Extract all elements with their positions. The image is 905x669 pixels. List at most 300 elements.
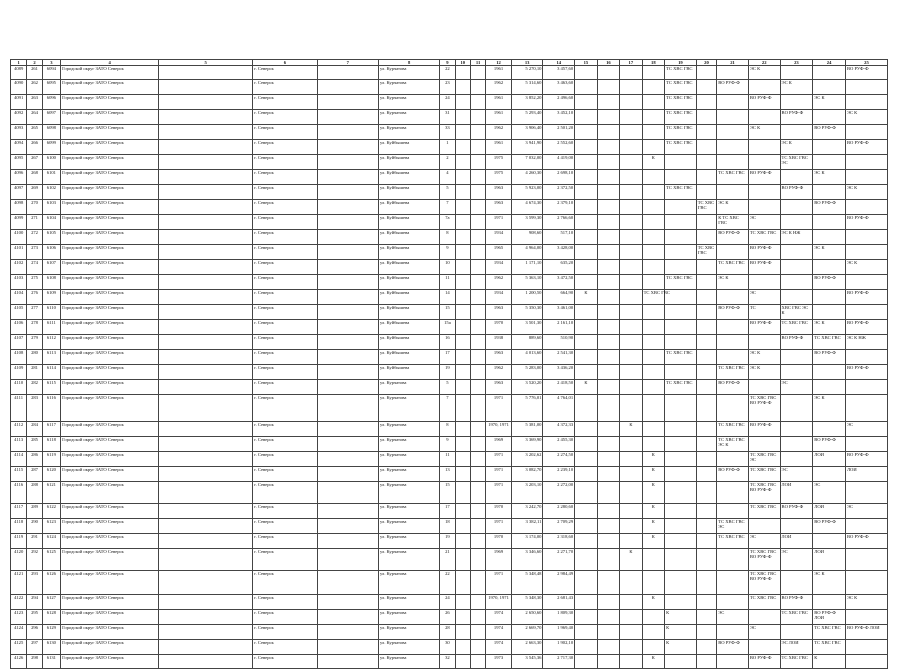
table-cell bbox=[575, 452, 597, 467]
table-cell: Городской округ ЗАТО Северск bbox=[61, 625, 159, 640]
table-cell: г. Северск bbox=[253, 215, 317, 230]
table-cell: 275 bbox=[27, 275, 42, 290]
table-cell bbox=[317, 467, 378, 482]
table-cell: 16 bbox=[440, 335, 455, 350]
table-row bbox=[11, 155, 888, 170]
table-cell: ТС ХВС ГВС bbox=[717, 365, 749, 380]
column-number: 5 bbox=[159, 60, 253, 66]
table-cell: 4122 bbox=[11, 595, 27, 610]
table-cell: К bbox=[665, 625, 697, 640]
table-cell bbox=[575, 245, 597, 260]
table-cell bbox=[696, 595, 716, 610]
table-cell bbox=[748, 110, 780, 125]
table-cell bbox=[597, 467, 619, 482]
table-cell: ВО РУФ-Ф bbox=[813, 125, 846, 140]
table-cell: ул. Курчатова bbox=[378, 534, 439, 549]
table-cell bbox=[470, 610, 485, 625]
table-cell: 5 923,00 bbox=[511, 185, 543, 200]
table-cell bbox=[317, 504, 378, 519]
table-cell bbox=[159, 185, 253, 200]
table-cell bbox=[813, 215, 846, 230]
table-cell bbox=[620, 350, 642, 365]
table-cell: ЭС К bbox=[845, 185, 887, 200]
table-cell: ул. Курчатова bbox=[378, 610, 439, 625]
table-cell bbox=[717, 66, 749, 80]
table-cell bbox=[665, 482, 697, 504]
table-cell bbox=[717, 350, 749, 365]
table-cell bbox=[597, 534, 619, 549]
table-cell: 272 bbox=[27, 230, 42, 245]
table-cell: 3 428,00 bbox=[543, 245, 575, 260]
table-cell: г. Северск bbox=[253, 549, 317, 571]
table-cell bbox=[813, 380, 846, 395]
table-cell: 1970 bbox=[486, 320, 512, 335]
table-cell bbox=[159, 155, 253, 170]
table-cell bbox=[813, 66, 846, 80]
table-cell bbox=[696, 422, 716, 437]
table-cell bbox=[696, 571, 716, 595]
table-cell: ВО РУФ-Ф bbox=[845, 290, 887, 305]
table-cell: 6124 bbox=[42, 534, 60, 549]
table-cell bbox=[159, 260, 253, 275]
table-cell: 1971 bbox=[486, 482, 512, 504]
table-cell bbox=[455, 215, 470, 230]
table-cell: ВО РУФ-Ф bbox=[845, 320, 887, 335]
column-number: 16 bbox=[597, 60, 619, 66]
table-cell bbox=[696, 549, 716, 571]
table-cell: 4126 bbox=[11, 655, 27, 669]
table-cell bbox=[317, 534, 378, 549]
table-cell bbox=[620, 185, 642, 200]
table-cell bbox=[597, 335, 619, 350]
table-cell: Городской округ ЗАТО Северск bbox=[61, 640, 159, 655]
table-cell bbox=[845, 655, 887, 669]
table-cell: 6098 bbox=[42, 125, 60, 140]
table-cell bbox=[813, 595, 846, 610]
table-cell: ЭС bbox=[780, 380, 813, 395]
table-cell: ул. Курчатова bbox=[378, 95, 439, 110]
table-cell: 15а bbox=[440, 320, 455, 335]
table-cell bbox=[620, 140, 642, 155]
table-cell: ВО РУФ-Ф bbox=[780, 504, 813, 519]
table-cell: г. Северск bbox=[253, 640, 317, 655]
table-cell: 6099 bbox=[42, 140, 60, 155]
table-cell: 264 bbox=[27, 110, 42, 125]
table-cell bbox=[748, 380, 780, 395]
table-cell bbox=[575, 170, 597, 185]
table-row bbox=[11, 66, 888, 80]
table-cell: ВО РУФ-Ф bbox=[813, 200, 846, 215]
table-cell bbox=[470, 380, 485, 395]
table-cell: ВО РУФ-Ф bbox=[845, 534, 887, 549]
table-cell: ТС ХВС ГВС bbox=[665, 275, 697, 290]
table-cell bbox=[780, 275, 813, 290]
table-cell: 5 314,60 bbox=[511, 80, 543, 95]
table-cell: ТС ХВС ГВС bbox=[813, 625, 846, 640]
table-cell bbox=[597, 170, 619, 185]
table-cell bbox=[620, 534, 642, 549]
table-cell bbox=[696, 66, 716, 80]
table-cell: ЭС К bbox=[813, 571, 846, 595]
table-cell bbox=[317, 320, 378, 335]
table-cell bbox=[470, 200, 485, 215]
table-cell: ТС ХВС ГВС bbox=[665, 140, 697, 155]
table-cell bbox=[780, 215, 813, 230]
table-cell: Городской округ ЗАТО Северск bbox=[61, 335, 159, 350]
table-cell: К bbox=[642, 452, 664, 467]
table-cell: ВО РУФ-Ф bbox=[748, 422, 780, 437]
table-cell: 7 bbox=[440, 395, 455, 422]
table-cell bbox=[665, 467, 697, 482]
table-cell bbox=[665, 452, 697, 467]
table-cell: 266 bbox=[27, 140, 42, 155]
table-cell: ул. Курчатова bbox=[378, 571, 439, 595]
table-cell bbox=[620, 245, 642, 260]
table-row bbox=[11, 365, 888, 380]
table-cell: К bbox=[620, 549, 642, 571]
table-cell bbox=[597, 290, 619, 305]
table-cell bbox=[642, 95, 664, 110]
table-cell: г. Северск bbox=[253, 534, 317, 549]
table-cell: 1971 bbox=[486, 571, 512, 595]
table-cell: ТС ХВС ГВС bbox=[665, 185, 697, 200]
table-cell: 4112 bbox=[11, 422, 27, 437]
table-cell bbox=[159, 110, 253, 125]
table-cell: 18 bbox=[440, 519, 455, 534]
table-cell: 4 674,30 bbox=[511, 200, 543, 215]
table-cell bbox=[780, 422, 813, 437]
table-cell bbox=[620, 519, 642, 534]
table-cell: г. Северск bbox=[253, 595, 317, 610]
column-number: 25 bbox=[845, 60, 887, 66]
table-row bbox=[11, 230, 888, 245]
table-cell bbox=[470, 125, 485, 140]
table-cell: Городской округ ЗАТО Северск bbox=[61, 110, 159, 125]
table-cell bbox=[620, 305, 642, 320]
table-cell bbox=[317, 640, 378, 655]
register-sheet bbox=[10, 59, 888, 669]
table-cell bbox=[575, 655, 597, 669]
table-cell: 889,60 bbox=[511, 335, 543, 350]
column-number: 15 bbox=[575, 60, 597, 66]
table-cell: 6097 bbox=[42, 110, 60, 125]
table-cell: 23 bbox=[440, 80, 455, 95]
table-cell: 6102 bbox=[42, 185, 60, 200]
table-cell bbox=[470, 625, 485, 640]
table-cell bbox=[575, 335, 597, 350]
table-cell: 4120 bbox=[11, 549, 27, 571]
table-cell bbox=[575, 625, 597, 640]
table-cell bbox=[317, 155, 378, 170]
table-cell: 4103 bbox=[11, 275, 27, 290]
table-cell bbox=[717, 549, 749, 571]
table-cell: ВО РУФ-Ф ЛОИ bbox=[845, 625, 887, 640]
table-cell bbox=[696, 655, 716, 669]
table-cell bbox=[813, 467, 846, 482]
table-cell bbox=[455, 350, 470, 365]
table-cell: ТС ХВС ГВС bbox=[780, 320, 813, 335]
table-cell: 908,60 bbox=[511, 230, 543, 245]
table-cell bbox=[780, 519, 813, 534]
table-cell bbox=[845, 80, 887, 95]
table-cell bbox=[159, 482, 253, 504]
table-cell: К bbox=[575, 380, 597, 395]
column-number: 3 bbox=[42, 60, 60, 66]
table-cell bbox=[470, 504, 485, 519]
table-cell bbox=[620, 215, 642, 230]
table-cell bbox=[642, 260, 664, 275]
table-cell: ХВС ГВС ЭС К bbox=[780, 305, 813, 320]
table-cell: 4109 bbox=[11, 365, 27, 380]
table-cell bbox=[845, 125, 887, 140]
column-number: 1 bbox=[11, 60, 27, 66]
table-cell: 4090 bbox=[11, 80, 27, 95]
table-cell: 6121 bbox=[42, 482, 60, 504]
table-cell: 298 bbox=[27, 655, 42, 669]
table-cell bbox=[717, 625, 749, 640]
table-cell: 664,90 bbox=[543, 290, 575, 305]
table-cell: ЛОИ bbox=[813, 452, 846, 467]
table-cell bbox=[317, 655, 378, 669]
table-cell: г. Северск bbox=[253, 625, 317, 640]
table-cell: 33 bbox=[440, 125, 455, 140]
table-cell bbox=[845, 230, 887, 245]
table-cell: 4091 bbox=[11, 95, 27, 110]
table-cell: 3 382,11 bbox=[511, 519, 543, 534]
table-cell bbox=[575, 437, 597, 452]
table-cell: 263 bbox=[27, 95, 42, 110]
table-cell bbox=[159, 350, 253, 365]
table-cell bbox=[845, 170, 887, 185]
table-cell: 3 501,30 bbox=[511, 320, 543, 335]
table-cell: 4 419,00 bbox=[543, 155, 575, 170]
table-cell bbox=[159, 422, 253, 437]
table-cell: 2 418,50 bbox=[543, 380, 575, 395]
table-cell: ТС ХВС ГВС ЭС bbox=[717, 519, 749, 534]
table-cell bbox=[317, 625, 378, 640]
table-cell bbox=[748, 335, 780, 350]
table-cell bbox=[597, 655, 619, 669]
table-cell bbox=[717, 595, 749, 610]
table-cell: ВО РУФ-Ф bbox=[780, 185, 813, 200]
table-cell: ТС ХВС ГВС bbox=[665, 350, 697, 365]
table-cell: 284 bbox=[27, 422, 42, 437]
table-cell bbox=[813, 80, 846, 95]
table-cell bbox=[159, 380, 253, 395]
table-cell: ЭС К bbox=[748, 66, 780, 80]
table-cell bbox=[717, 655, 749, 669]
housing-register-table bbox=[10, 59, 888, 669]
table-cell: ул. Курчатова bbox=[378, 549, 439, 571]
table-cell bbox=[575, 482, 597, 504]
table-cell: 3 852,20 bbox=[511, 95, 543, 110]
table-cell: 1971 bbox=[486, 215, 512, 230]
table-cell bbox=[575, 260, 597, 275]
table-cell bbox=[597, 422, 619, 437]
table-cell: г. Северск bbox=[253, 504, 317, 519]
table-cell: К bbox=[665, 640, 697, 655]
table-cell bbox=[597, 230, 619, 245]
table-cell: ВО РУФ-Ф bbox=[780, 595, 813, 610]
table-cell: ТС bbox=[748, 305, 780, 320]
table-cell: ВО РУФ-Ф bbox=[748, 245, 780, 260]
table-cell: ТС ХВС ГВС ВО РУФ-Ф bbox=[748, 395, 780, 422]
table-cell: ЭС К bbox=[717, 200, 749, 215]
table-cell bbox=[575, 305, 597, 320]
table-cell: 271 bbox=[27, 215, 42, 230]
table-cell bbox=[317, 452, 378, 467]
table-cell: К bbox=[813, 655, 846, 669]
table-cell bbox=[696, 534, 716, 549]
table-cell bbox=[597, 245, 619, 260]
table-row bbox=[11, 571, 888, 595]
table-cell bbox=[597, 452, 619, 467]
table-cell: г. Северск bbox=[253, 422, 317, 437]
table-cell: 2 318,60 bbox=[543, 534, 575, 549]
table-cell bbox=[620, 504, 642, 519]
table-cell: 17 bbox=[440, 504, 455, 519]
table-row bbox=[11, 350, 888, 365]
table-cell: 2 681,43 bbox=[543, 595, 575, 610]
table-cell: Городской округ ЗАТО Северск bbox=[61, 170, 159, 185]
table-cell bbox=[575, 200, 597, 215]
table-cell bbox=[455, 655, 470, 669]
table-cell: К bbox=[642, 534, 664, 549]
table-cell bbox=[748, 437, 780, 452]
table-cell bbox=[642, 200, 664, 215]
table-cell: г. Северск bbox=[253, 275, 317, 290]
table-cell: ТС ХВС ГВС ЭС bbox=[748, 452, 780, 467]
table-cell bbox=[317, 422, 378, 437]
table-cell: ул. Куйбышева bbox=[378, 335, 439, 350]
table-cell: 7 bbox=[440, 200, 455, 215]
table-cell bbox=[620, 290, 642, 305]
table-row bbox=[11, 395, 888, 422]
table-cell: 6111 bbox=[42, 320, 60, 335]
table-cell: 3 202,62 bbox=[511, 452, 543, 467]
table-cell: 1934 bbox=[486, 290, 512, 305]
table-cell bbox=[455, 365, 470, 380]
column-number: 7 bbox=[317, 60, 378, 66]
column-number: 23 bbox=[780, 60, 813, 66]
table-cell: 4099 bbox=[11, 215, 27, 230]
table-cell: 6105 bbox=[42, 230, 60, 245]
table-cell: 26 bbox=[440, 610, 455, 625]
table-cell: ЭС К bbox=[845, 110, 887, 125]
table-cell bbox=[575, 320, 597, 335]
table-cell: ул. Курчатова bbox=[378, 640, 439, 655]
table-cell: ЭС К bbox=[813, 170, 846, 185]
table-cell: ул. Куйбышева bbox=[378, 230, 439, 245]
table-cell: ВО РУФ-Ф bbox=[748, 260, 780, 275]
table-cell bbox=[159, 571, 253, 595]
table-cell: 277 bbox=[27, 305, 42, 320]
table-cell bbox=[317, 215, 378, 230]
table-cell: г. Северск bbox=[253, 200, 317, 215]
table-cell bbox=[813, 260, 846, 275]
table-cell: ВО РУФ-Ф bbox=[748, 655, 780, 669]
table-cell bbox=[696, 452, 716, 467]
table-cell: ЭС bbox=[780, 467, 813, 482]
table-cell bbox=[696, 80, 716, 95]
table-cell bbox=[665, 504, 697, 519]
table-cell: 2 bbox=[440, 155, 455, 170]
table-cell bbox=[620, 437, 642, 452]
table-cell: ЛОИ bbox=[780, 482, 813, 504]
table-cell: 4108 bbox=[11, 350, 27, 365]
column-number: 11 bbox=[470, 60, 485, 66]
table-cell bbox=[575, 215, 597, 230]
table-cell bbox=[717, 290, 749, 305]
table-cell: 4 bbox=[440, 170, 455, 185]
table-cell: ВО РУФ-Ф bbox=[845, 66, 887, 80]
table-cell: ТС ХВС ГВС bbox=[696, 245, 716, 260]
table-row bbox=[11, 519, 888, 534]
table-cell: 4093 bbox=[11, 125, 27, 140]
table-cell bbox=[470, 655, 485, 669]
table-cell: 2 709,29 bbox=[543, 519, 575, 534]
table-cell bbox=[597, 519, 619, 534]
table-cell: 1974 bbox=[486, 640, 512, 655]
table-cell bbox=[780, 571, 813, 595]
table-cell bbox=[159, 290, 253, 305]
table-cell: 5 283,00 bbox=[511, 365, 543, 380]
table-cell: 2 541,30 bbox=[543, 350, 575, 365]
table-cell bbox=[317, 230, 378, 245]
table-cell bbox=[748, 200, 780, 215]
table-cell: г. Северск bbox=[253, 245, 317, 260]
table-cell bbox=[455, 320, 470, 335]
table-row bbox=[11, 140, 888, 155]
table-cell: 11 bbox=[440, 275, 455, 290]
table-cell: 288 bbox=[27, 482, 42, 504]
table-cell: 8 bbox=[440, 422, 455, 437]
table-cell: ТС ХВС ГВС ВО РУФ-Ф bbox=[748, 482, 780, 504]
table-cell bbox=[455, 140, 470, 155]
table-cell bbox=[813, 422, 846, 437]
table-cell bbox=[620, 467, 642, 482]
table-cell: ВО РУФ-Ф bbox=[845, 452, 887, 467]
table-cell: ВО РУФ-Ф bbox=[780, 110, 813, 125]
table-cell: 1934 bbox=[486, 230, 512, 245]
table-cell: 6123 bbox=[42, 519, 60, 534]
table-cell: Городской округ ЗАТО Северск bbox=[61, 655, 159, 669]
table-cell: 19 bbox=[440, 534, 455, 549]
table-cell bbox=[620, 625, 642, 640]
table-cell: 2 274,50 bbox=[543, 452, 575, 467]
table-cell: 282 bbox=[27, 380, 42, 395]
table-cell: 1 969,40 bbox=[543, 625, 575, 640]
table-cell: ТС ХВС ГВС bbox=[717, 422, 749, 437]
table-cell bbox=[642, 335, 664, 350]
table-cell: г. Северск bbox=[253, 125, 317, 140]
table-cell: ул. Куйбышева bbox=[378, 305, 439, 320]
table-cell bbox=[470, 260, 485, 275]
table-cell bbox=[455, 155, 470, 170]
table-cell bbox=[813, 230, 846, 245]
table-cell bbox=[455, 519, 470, 534]
column-number: 21 bbox=[717, 60, 749, 66]
table-cell bbox=[470, 335, 485, 350]
table-cell: ул. Курчатова bbox=[378, 452, 439, 467]
table-cell bbox=[470, 66, 485, 80]
table-cell: ул. Куйбышева bbox=[378, 170, 439, 185]
table-cell: ВО РУФ-Ф bbox=[748, 95, 780, 110]
table-cell: ВО РУФ-Ф bbox=[845, 365, 887, 380]
table-cell bbox=[642, 610, 664, 625]
table-cell: ЭС К bbox=[717, 275, 749, 290]
table-cell: 297 bbox=[27, 640, 42, 655]
